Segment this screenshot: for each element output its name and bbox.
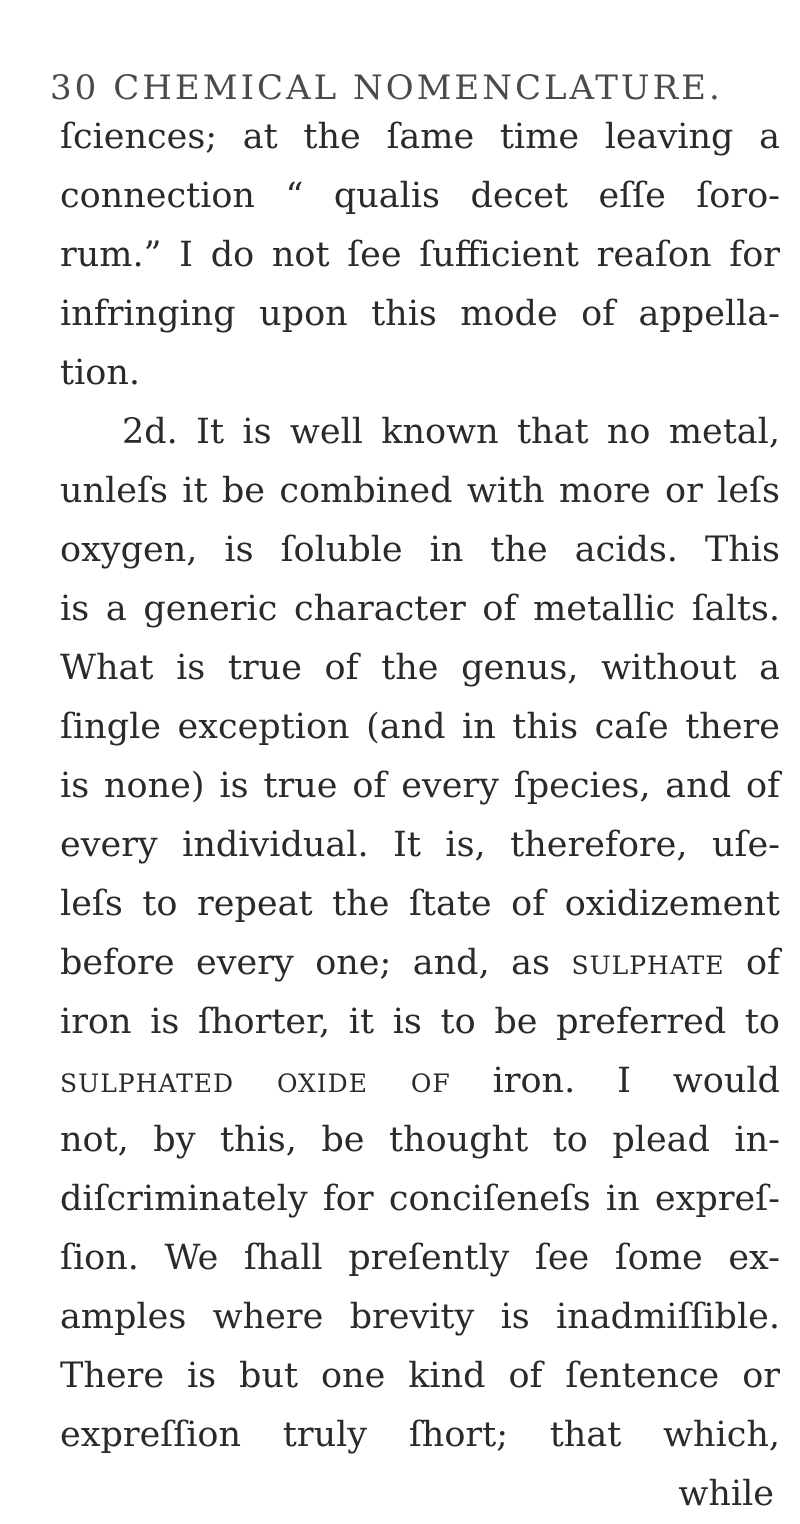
- term-sulphated-oxide: sulphated oxide of: [60, 1061, 451, 1101]
- text-line: 2d. It is well known that no metal,: [122, 412, 780, 452]
- page-number: 30: [50, 68, 100, 108]
- text-line: is a generic character of metallic ſalts.: [60, 589, 780, 629]
- term-sulphate: sulphate: [571, 943, 725, 983]
- text-line: ſion. We ſhall preſently ſee ſome ex-: [60, 1238, 780, 1278]
- text-line: ſciences; at the ſame time leaving a: [60, 117, 780, 157]
- text-line: diſcriminately for conciſeneſs in expreſ-: [60, 1179, 780, 1219]
- text-fragment: of: [745, 943, 780, 983]
- text-line: iron is ſhorter, it is to be preferred to: [60, 1002, 780, 1042]
- text-line: amples where brevity is inadmiſſible.: [60, 1297, 780, 1337]
- catchword: while: [678, 1474, 774, 1514]
- text-line: [60, 934, 780, 993]
- text-fragment: iron. I would: [492, 1061, 780, 1101]
- text-fragment: before every one; and, as: [60, 943, 550, 983]
- text-line: leſs to repeat the ſtate of oxidizement: [60, 884, 780, 924]
- text-line: oxygen, is ſoluble in the acids. This: [60, 530, 780, 570]
- body-text: [60, 108, 780, 1524]
- text-line: What is true of the genus, without a: [60, 648, 780, 688]
- text-line: [60, 1052, 780, 1111]
- text-line: expreſſion truly ſhort; that which,: [60, 1415, 780, 1455]
- text-line: every individual. It is, therefore, uſe-: [60, 825, 780, 865]
- text-line: infringing upon this mode of appella-: [60, 294, 780, 334]
- text-line: not, by this, be thought to plead in-: [60, 1120, 780, 1160]
- text-line: unleſs it be combined with more or leſs: [60, 471, 780, 511]
- text-line: There is but one kind of ſentence or: [60, 1356, 780, 1396]
- text-line: ſingle exception (and in this caſe there: [60, 707, 780, 747]
- running-head: [50, 68, 723, 108]
- text-line: connection “ qualis decet eſſe ſoro-: [60, 176, 780, 216]
- text-line: rum.” I do not ſee ſufficient reaſon for: [60, 235, 780, 275]
- text-line: is none) is true of every ſpecies, and of: [60, 766, 780, 806]
- running-title: CHEMICAL NOMENCLATURE.: [113, 68, 723, 108]
- text-line: tion.: [60, 353, 140, 393]
